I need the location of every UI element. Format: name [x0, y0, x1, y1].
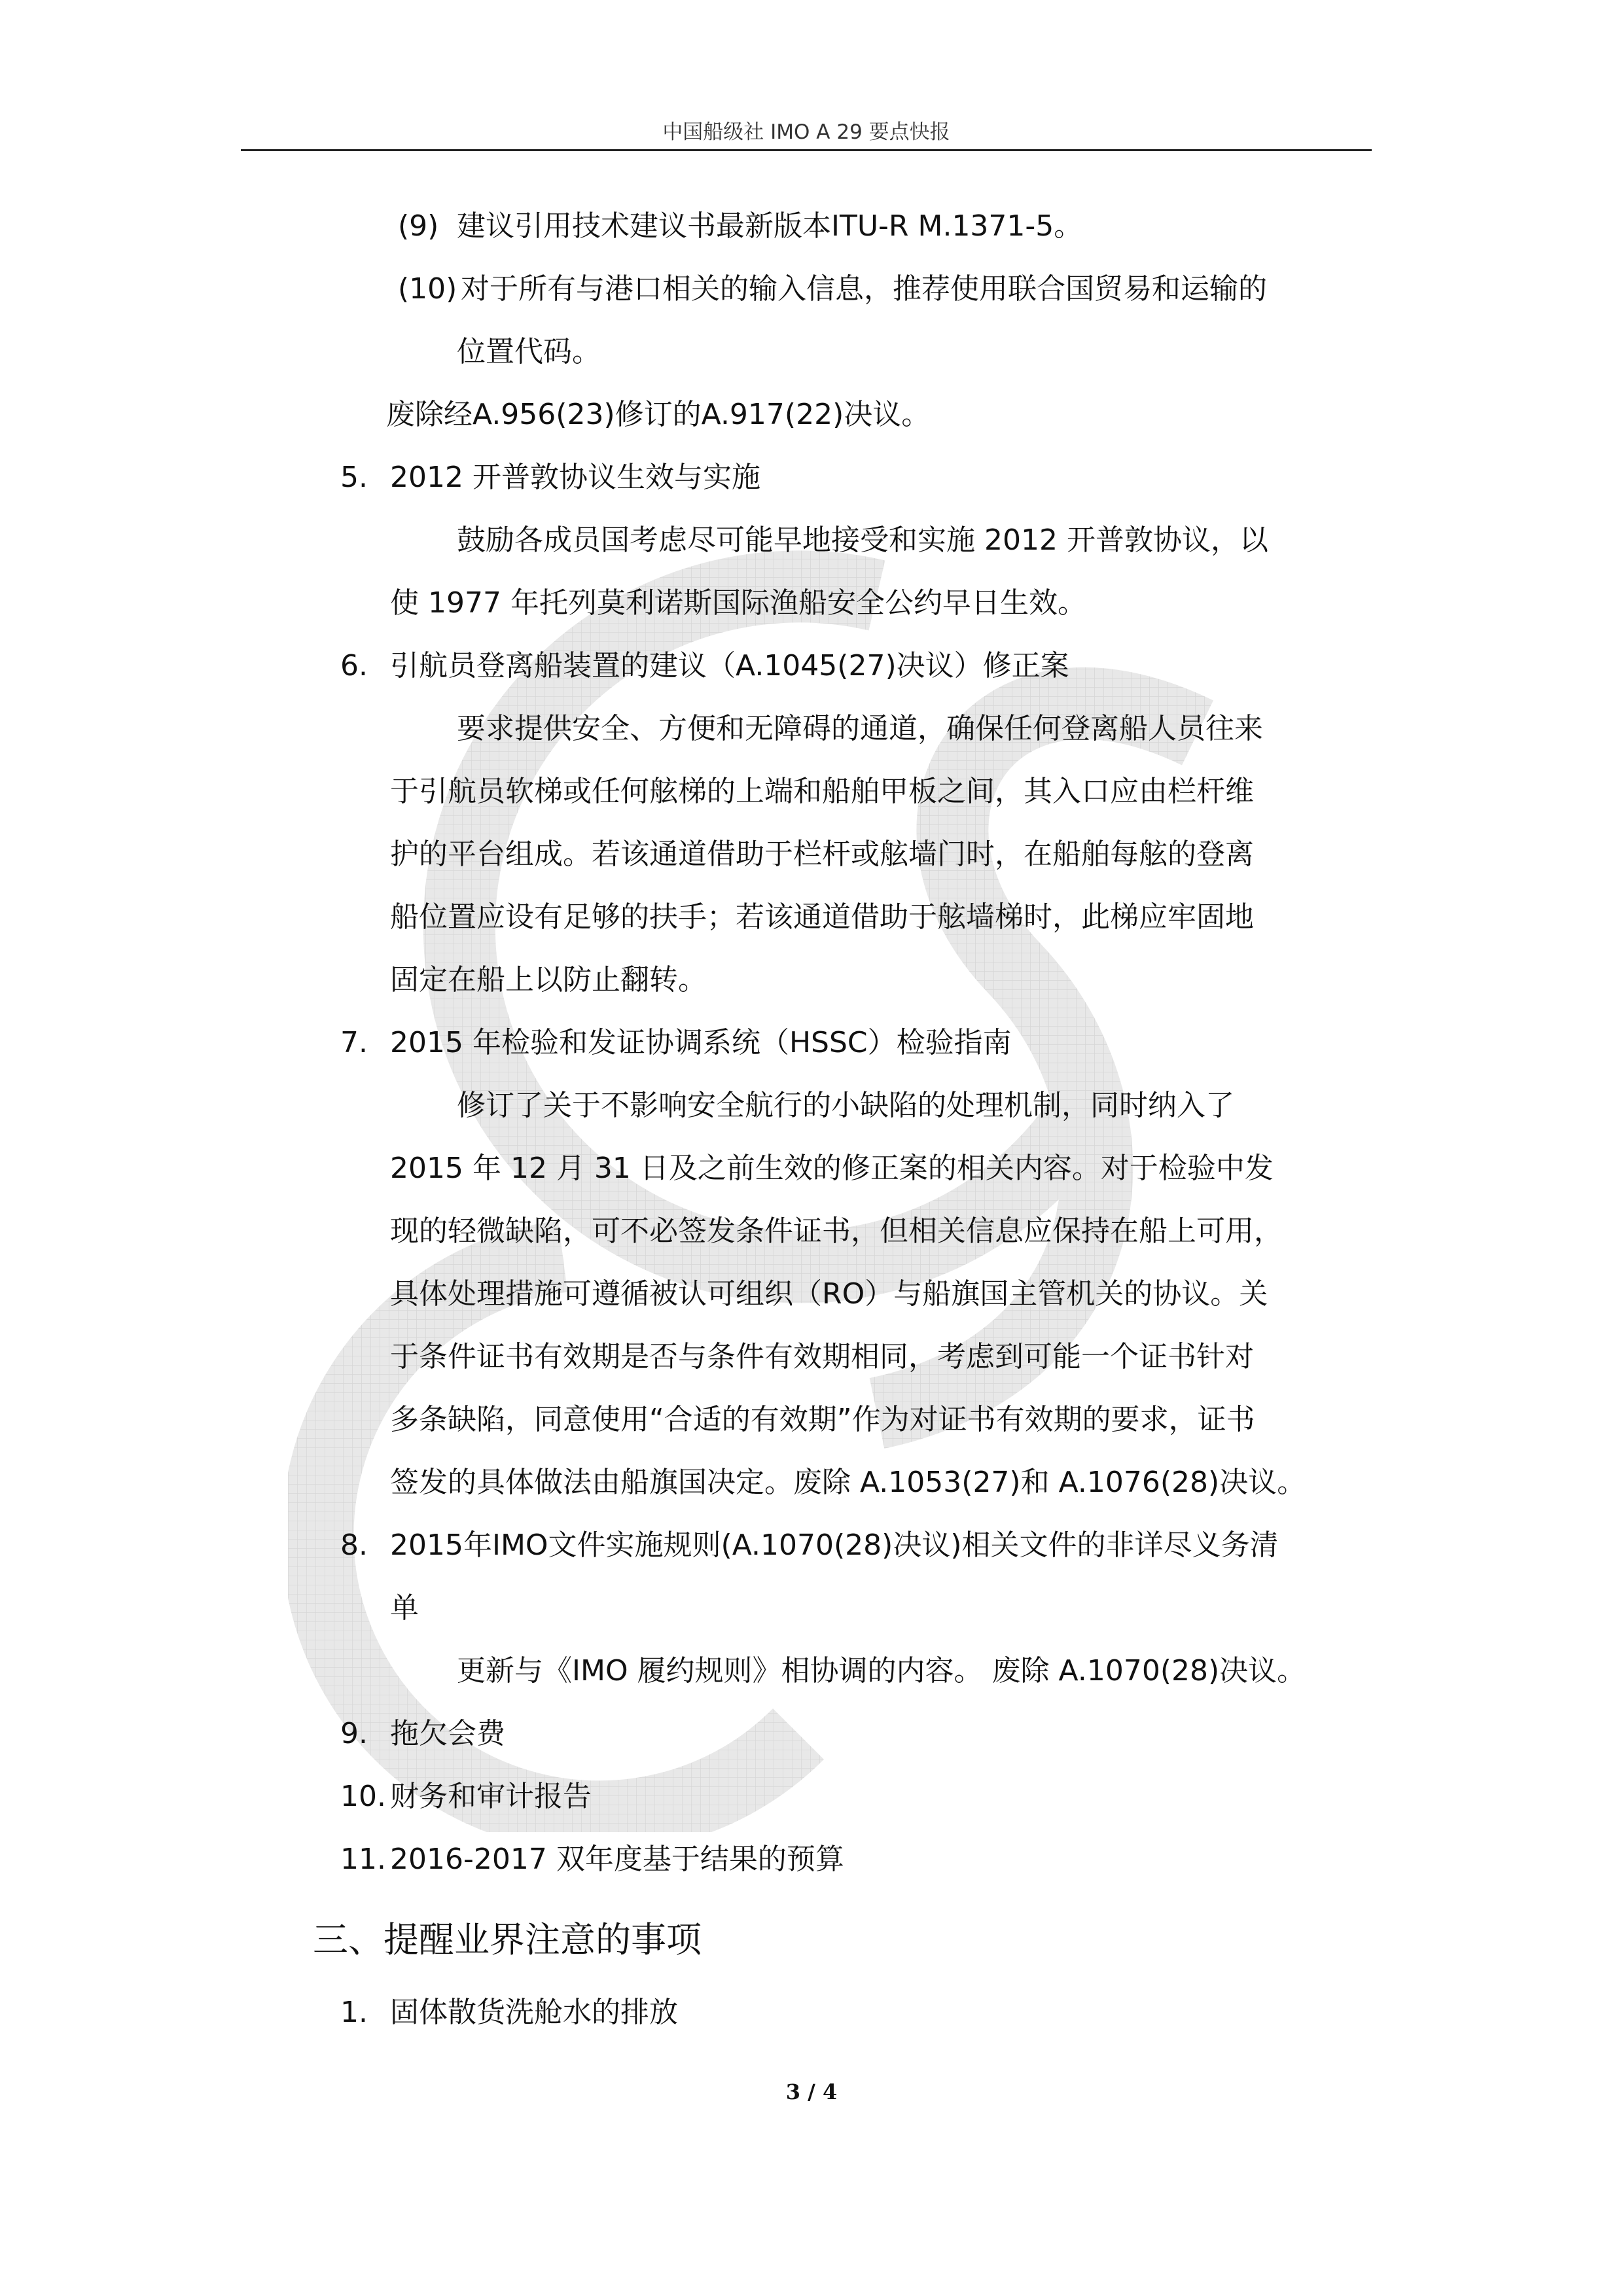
paragraph-line: 要求提供安全、方便和无障碍的通道，确保任何登离船人员往来: [457, 712, 1263, 745]
header-divider: [241, 149, 1372, 151]
list-item-number: 7.: [340, 1026, 368, 1059]
list-item-10: [340, 1777, 592, 1816]
list-item-number: 9.: [340, 1717, 368, 1750]
list-item-8: [340, 1526, 1279, 1565]
paragraph-line: 船位置应设有足够的扶手；若该通道借助于舷墙梯时，此梯应牢固地: [390, 900, 1254, 934]
paragraph-line: 更新与《IMO 履约规则》相协调的内容。 废除 A.1070(28)决议。: [457, 1654, 1306, 1687]
paragraph-line: 多条缺陷，同意使用“合适的有效期”作为对证书有效期的要求，证书: [390, 1403, 1255, 1436]
list-item-title-continuation: 单: [390, 1591, 419, 1625]
list-item-9: [340, 1714, 505, 1754]
paragraph-line: 于条件证书有效期是否与条件有效期相同，考虑到可能一个证书针对: [390, 1340, 1254, 1373]
sub-item-text: 对于所有与港口相关的输入信息，推荐使用联合国贸易和运输的: [461, 272, 1267, 306]
list-item-number: 1.: [340, 1996, 368, 2029]
sub-item-number: (10): [398, 272, 457, 306]
list-item-5: [340, 458, 760, 497]
paragraph-line: 固定在船上以防止翻转。: [390, 963, 707, 997]
page-header: 中国船级社 IMO A 29 要点快报: [662, 120, 950, 144]
list-item-6: [340, 646, 1069, 686]
section-3-item-1: [340, 1993, 678, 2032]
paragraph-line: 鼓励各成员国考虑尽可能早地接受和实施 2012 开普敦协议，以: [457, 523, 1268, 557]
section-heading: 三、提醒业界注意的事项: [313, 1919, 702, 1960]
list-item-number: 5.: [340, 461, 368, 494]
sub-item-10-continuation: 位置代码。: [457, 335, 601, 368]
sub-item-text: 建议引用技术建议书最新版本ITU-R M.1371-5。: [457, 209, 1083, 243]
sub-item-9: [398, 207, 1082, 246]
paragraph-line: 使 1977 年托列莫利诺斯国际渔船安全公约早日生效。: [390, 586, 1086, 620]
list-item-title: 财务和审计报告: [390, 1780, 592, 1813]
list-item-number: 10.: [340, 1780, 386, 1813]
list-item-11: [340, 1840, 844, 1879]
paragraph-line: 现的轻微缺陷，可不必签发条件证书，但相关信息应保持在船上可用，: [390, 1214, 1283, 1248]
paragraph-line: 签发的具体做法由船旗国决定。废除 A.1053(27)和 A.1076(28)决议。: [390, 1466, 1306, 1499]
list-item-title: 2015 年检验和发证协调系统（HSSC）检验指南: [390, 1026, 1012, 1059]
sub-item-number: (9): [398, 209, 439, 243]
paragraph-line: 修订了关于不影响安全航行的小缺陷的处理机制，同时纳入了: [457, 1089, 1234, 1122]
sub-item-10: [398, 270, 1267, 309]
list-item-number: 8.: [340, 1528, 368, 1562]
list-item-number: 11.: [340, 1843, 386, 1876]
paragraph-line: 2015 年 12 月 31 日及之前生效的修正案的相关内容。对于检验中发: [390, 1152, 1274, 1185]
page-number: 3 / 4: [785, 2079, 838, 2104]
list-item-title: 2012 开普敦协议生效与实施: [390, 461, 760, 494]
paragraph-line: 护的平台组成。若该通道借助于栏杆或舷墙门时，在船舶每舷的登离: [390, 838, 1254, 871]
paragraph-line: 具体处理措施可遵循被认可组织（RO）与船旗国主管机关的协议。关: [390, 1277, 1268, 1311]
list-item-title: 拖欠会费: [390, 1717, 505, 1750]
paragraph-line: 于引航员软梯或任何舷梯的上端和船舶甲板之间，其入口应由栏杆维: [390, 775, 1254, 808]
list-item-7: [340, 1023, 1012, 1063]
list-item-title: 引航员登离船装置的建议（A.1045(27)决议）修正案: [390, 649, 1069, 682]
list-item-number: 6.: [340, 649, 368, 682]
list-item-title: 2016-2017 双年度基于结果的预算: [390, 1843, 844, 1876]
list-item-title: 固体散货洗舱水的排放: [390, 1996, 678, 2029]
list-item-title: 2015年IMO文件实施规则(A.1070(28)决议)相关文件的非详尽义务清: [390, 1528, 1279, 1562]
revoke-statement: 废除经A.956(23)修订的A.917(22)决议。: [386, 398, 931, 431]
